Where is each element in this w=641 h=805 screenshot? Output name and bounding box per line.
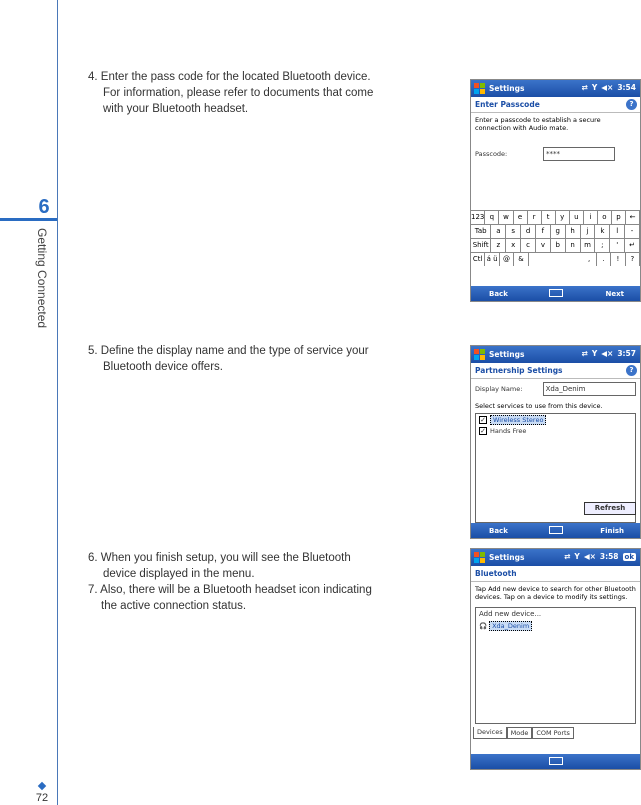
- help-icon[interactable]: ?: [626, 99, 637, 110]
- keyboard-key[interactable]: !: [611, 253, 625, 266]
- step-line: 4. Enter the pass code for the located Bluetooth device.: [88, 71, 371, 83]
- keyboard-key[interactable]: w: [499, 211, 513, 224]
- keyboard-key[interactable]: f: [536, 225, 551, 238]
- help-icon[interactable]: ?: [626, 365, 637, 376]
- keyboard-key[interactable]: z: [491, 239, 506, 252]
- screen-heading: Enter Passcode ?: [471, 97, 640, 113]
- keyboard-key[interactable]: q: [485, 211, 499, 224]
- volume-icon[interactable]: ◀×: [601, 349, 614, 358]
- windows-start-icon[interactable]: [474, 83, 485, 94]
- keyboard-key[interactable]: .: [597, 253, 611, 266]
- keyboard-key[interactable]: j: [581, 225, 596, 238]
- keyboard-key[interactable]: p: [612, 211, 626, 224]
- keyboard-key[interactable]: b: [551, 239, 566, 252]
- keyboard-key[interactable]: [542, 253, 555, 266]
- keyboard-key[interactable]: @: [500, 253, 514, 266]
- keyboard-key[interactable]: r: [528, 211, 542, 224]
- keyboard-key[interactable]: a: [491, 225, 506, 238]
- step-6-7: [88, 550, 382, 614]
- step-5: [88, 343, 382, 375]
- keyboard-key[interactable]: d: [521, 225, 536, 238]
- services-label: Select services to use from this device.: [475, 402, 603, 410]
- screen-bluetooth: [470, 548, 641, 770]
- screen-enter-passcode: [470, 79, 641, 302]
- display-name-label: Display Name:: [475, 385, 523, 393]
- keyboard-key[interactable]: t: [542, 211, 556, 224]
- keyboard-icon[interactable]: [549, 289, 563, 297]
- step-line: device displayed in the menu.: [103, 568, 255, 580]
- checkbox-checked[interactable]: ✓: [480, 415, 486, 424]
- clock[interactable]: 3:58: [599, 552, 619, 561]
- tab-devices[interactable]: Devices: [473, 727, 507, 739]
- keyboard-key[interactable]: Shift: [471, 239, 491, 252]
- connectivity-icon[interactable]: ⇄: [581, 349, 588, 358]
- chapter-number: 6: [38, 196, 50, 218]
- clock[interactable]: 3:57: [617, 349, 636, 358]
- connectivity-icon[interactable]: ⇄: [581, 83, 588, 92]
- keyboard-key[interactable]: i: [584, 211, 598, 224]
- finish-softkey[interactable]: Finish: [600, 526, 624, 535]
- title: Settings: [489, 350, 525, 359]
- windows-start-icon[interactable]: [474, 552, 485, 563]
- display-name-input[interactable]: Xda_Denim: [543, 382, 636, 396]
- volume-icon[interactable]: ◀×: [601, 83, 614, 92]
- title-bar: [471, 549, 640, 566]
- margin-rail: [57, 0, 58, 805]
- passcode-label: Passcode:: [475, 150, 508, 158]
- keyboard-key[interactable]: o: [598, 211, 612, 224]
- keyboard-icon[interactable]: [549, 526, 563, 534]
- service-item[interactable]: ✓ Wireless Stereo: [476, 414, 635, 425]
- step-4: [88, 69, 382, 117]
- back-softkey[interactable]: Back: [489, 289, 508, 298]
- keyboard-key[interactable]: Tab: [471, 225, 491, 238]
- screen-heading: Bluetooth: [471, 566, 640, 582]
- keyboard-key[interactable]: c: [521, 239, 536, 252]
- page-number: 72: [35, 792, 49, 804]
- keyboard-key[interactable]: k: [595, 225, 610, 238]
- diamond-icon: [38, 782, 46, 790]
- refresh-button[interactable]: Refresh: [584, 502, 636, 515]
- keyboard-key[interactable]: [556, 253, 569, 266]
- chapter-label: Getting Connected: [35, 228, 49, 329]
- tab-bar: [473, 727, 574, 739]
- step-line: For information, please refer to documents that come: [103, 87, 374, 99]
- keyboard-key[interactable]: n: [566, 239, 581, 252]
- step-line: 5. Define the display name and the type of service your: [88, 345, 369, 357]
- step-line: with your Bluetooth headset.: [103, 103, 249, 115]
- screen-heading: Partnership Settings ?: [471, 363, 640, 379]
- keyboard-key[interactable]: ↵: [625, 239, 640, 252]
- step-line: Bluetooth device offers.: [103, 361, 223, 373]
- keyboard-key[interactable]: s: [506, 225, 521, 238]
- keyboard-key[interactable]: l: [610, 225, 625, 238]
- signal-icon[interactable]: Y: [591, 83, 598, 92]
- description: Tap Add new device to search for other Bluetooth devices. Tap on a device to modify its settings.: [475, 585, 636, 601]
- menu-bar: [471, 754, 640, 769]
- title: Settings: [489, 553, 525, 562]
- keyboard-key[interactable]: y: [556, 211, 570, 224]
- step-line: 6. When you finish setup, you will see the Bluetooth: [88, 552, 351, 564]
- keyboard-key[interactable]: g: [551, 225, 566, 238]
- device-item[interactable]: 🎧 Xda_Denim: [476, 620, 635, 631]
- soft-keyboard: [471, 210, 640, 266]
- passcode-row: [471, 135, 640, 161]
- clock[interactable]: 3:54: [617, 83, 636, 92]
- keyboard-key[interactable]: ': [610, 239, 625, 252]
- keyboard-key[interactable]: Ctl: [471, 253, 485, 266]
- keyboard-key[interactable]: v: [536, 239, 551, 252]
- ok-button[interactable]: ok: [624, 552, 634, 561]
- keyboard-key[interactable]: [569, 253, 582, 266]
- tab-mode[interactable]: Mode: [507, 727, 533, 739]
- headset-icon: 🎧: [479, 621, 488, 630]
- windows-start-icon[interactable]: [474, 349, 485, 360]
- keyboard-key[interactable]: e: [514, 211, 528, 224]
- display-name-row: [471, 379, 640, 399]
- passcode-input[interactable]: ****: [543, 147, 615, 161]
- tab-com-ports[interactable]: COM Ports: [532, 727, 574, 739]
- connectivity-icon[interactable]: ⇄: [564, 552, 571, 561]
- keyboard-key[interactable]: -: [625, 225, 640, 238]
- keyboard-key[interactable]: m: [581, 239, 596, 252]
- title: Settings: [489, 84, 525, 93]
- step-line: the active connection status.: [101, 600, 247, 612]
- keyboard-key[interactable]: ,: [582, 253, 596, 266]
- menu-bar: [471, 286, 640, 301]
- step-line: 7. Also, there will be a Bluetooth headset icon indicating: [88, 584, 372, 596]
- keyboard-key[interactable]: ?: [626, 253, 640, 266]
- keyboard-key[interactable]: á ü: [485, 253, 499, 266]
- keyboard-key[interactable]: ;: [595, 239, 610, 252]
- title-bar: [471, 346, 640, 363]
- keyboard-key[interactable]: [529, 253, 542, 266]
- description: Enter a passcode to establish a secure connection with Audio mate.: [475, 116, 601, 132]
- checkbox-checked[interactable]: ✓: [480, 426, 486, 435]
- keyboard-key[interactable]: u: [570, 211, 584, 224]
- menu-bar: [471, 523, 640, 538]
- signal-icon[interactable]: Y: [591, 349, 598, 358]
- keyboard-key[interactable]: ←: [626, 211, 640, 224]
- service-item[interactable]: ✓ Hands Free: [480, 426, 527, 435]
- keyboard-key[interactable]: 123: [471, 211, 485, 224]
- title-bar: [471, 80, 640, 97]
- back-softkey[interactable]: Back: [489, 526, 508, 535]
- keyboard-key[interactable]: x: [506, 239, 521, 252]
- keyboard-key[interactable]: &: [514, 253, 528, 266]
- keyboard-icon[interactable]: [549, 757, 563, 765]
- signal-icon[interactable]: Y: [574, 552, 580, 561]
- keyboard-key[interactable]: h: [566, 225, 581, 238]
- device-list: [475, 607, 636, 724]
- add-device-item[interactable]: Add new device...: [479, 610, 542, 618]
- screen-partnership: [470, 345, 641, 539]
- volume-icon[interactable]: ◀×: [583, 552, 596, 561]
- next-softkey[interactable]: Next: [605, 289, 624, 298]
